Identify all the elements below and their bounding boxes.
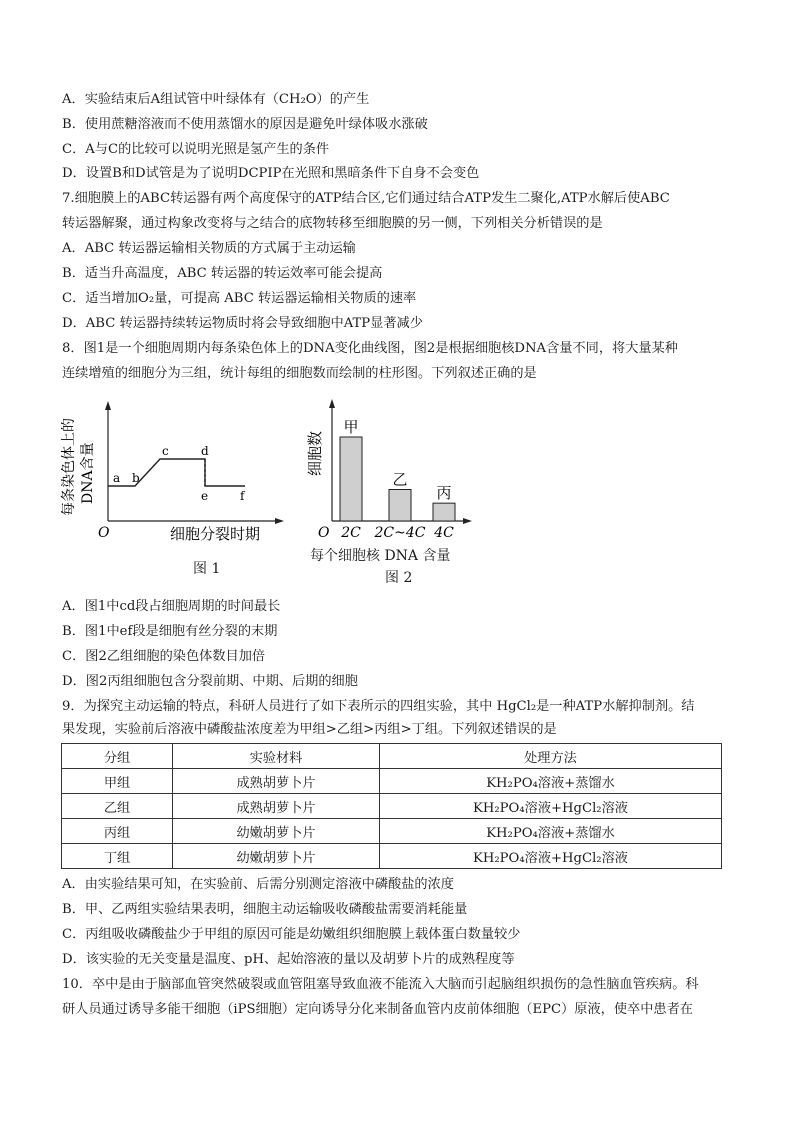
fig2-bar-3 xyxy=(433,503,455,521)
fig2-origin: O xyxy=(318,525,330,541)
fig2-bar-label-1: 甲 xyxy=(343,418,359,436)
fig1-point-d: d xyxy=(201,444,209,458)
table-cell: KH₂PO₄溶液+蒸馏水 xyxy=(380,819,722,844)
table-header-row xyxy=(62,744,722,769)
q7-stem-line-2: 转运器解聚，通过构象改变将与之结合的底物转移至细胞膜的另一侧，下列相关分析错误的是 xyxy=(62,216,603,231)
fig2-bar-2 xyxy=(389,490,411,522)
fig1-point-b: b xyxy=(132,471,140,485)
table-cell: 成熟胡萝卜片 xyxy=(173,769,380,794)
q7-option-b: B．适当升高温度，ABC 转运器的转运效率可能会提高 xyxy=(62,266,383,281)
fig1-y-arrow xyxy=(105,401,111,410)
figure-2-chart xyxy=(296,396,496,546)
figure-1-caption: 图 1 xyxy=(193,561,221,577)
table-cell: KH₂PO₄溶液+蒸馏水 xyxy=(380,769,722,794)
q6-option-a: A．实验结束后A组试管中叶绿体有（CH₂O）的产生 xyxy=(62,92,370,107)
figure-2-xlabel: 每个细胞核 DNA 含量 xyxy=(310,548,451,564)
table-cell: KH₂PO₄溶液+HgCl₂溶液 xyxy=(380,794,722,819)
q8-option-d: D．图2丙组细胞包含分裂前期、中期、后期的细胞 xyxy=(62,674,358,689)
figure-2-caption: 图 2 xyxy=(385,570,413,586)
table-row xyxy=(62,794,722,819)
q9-experiment-table xyxy=(61,743,722,869)
table-header-group: 分组 xyxy=(62,744,173,769)
q10-stem-line-2: 研人员通过诱导多能干细胞（iPS细胞）定向诱导分化来制备血管内皮前体细胞（EPC）原液，使卒中患者在 xyxy=(62,1002,693,1017)
table-cell: 幼嫩胡萝卜片 xyxy=(173,844,380,869)
q9-option-a: A．由实验结果可知，在实验前、后需分别测定溶液中磷酸盐的浓度 xyxy=(62,877,454,892)
table-cell: 丙组 xyxy=(62,819,173,844)
q7-option-c: C．适当增加O₂量，可提高 ABC 转运器运输相关物质的速率 xyxy=(62,291,417,306)
q9-option-c: C．丙组吸收磷酸盐少于甲组的原因可能是幼嫩组织细胞膜上载体蛋白数量较少 xyxy=(62,927,521,942)
fig1-point-f: f xyxy=(240,489,245,503)
fig2-bar-1 xyxy=(340,437,362,521)
fig2-bar-label-3: 丙 xyxy=(436,484,452,503)
q8-stem-line-2: 连续增殖的细胞分为三组，统计每组的细胞数而绘制的柱形图。下列叙述正确的是 xyxy=(62,366,537,381)
q8-option-c: C．图2乙组细胞的染色体数目加倍 xyxy=(62,649,266,664)
q6-option-d: D．设置B和D试管是为了说明DCPIP在光照和黑暗条件下自身不会变色 xyxy=(62,166,480,181)
q7-option-d: D．ABC 转运器持续转运物质时将会导致细胞中ATP显著减少 xyxy=(62,316,423,331)
fig1-ylabel-1: 每条染色体上的 xyxy=(61,418,77,516)
q6-option-b: B．使用蔗糖溶液而不使用蒸馏水的原因是避免叶绿体吸水涨破 xyxy=(62,117,428,132)
q8-option-a: A．图1中cd段占细胞周期的时间最长 xyxy=(62,599,281,614)
table-row xyxy=(62,844,722,869)
table-cell: 甲组 xyxy=(62,769,173,794)
fig1-x-arrow xyxy=(275,518,284,524)
q9-option-b: B．甲、乙两组实验结果表明，细胞主动运输吸收磷酸盐需要消耗能量 xyxy=(62,902,468,917)
table-cell: 幼嫩胡萝卜片 xyxy=(173,819,380,844)
fig2-ylabel: 细胞数 xyxy=(306,430,324,476)
q6-option-c: C．A与C的比较可以说明光照是氢产生的条件 xyxy=(62,142,330,157)
q9-option-d: D．该实验的无关变量是温度、pH、起始溶液的量以及胡萝卜片的成熟程度等 xyxy=(62,952,515,967)
fig2-tick-label-3: 4C xyxy=(434,525,454,541)
table-cell: KH₂PO₄溶液+HgCl₂溶液 xyxy=(380,844,722,869)
table-cell: 丁组 xyxy=(62,844,173,869)
q9-stem-line-1: 9．为探究主动运输的特点，科研人员进行了如下表所示的四组实验，其中 HgCl₂是一种ATP水解抑制剂。结 xyxy=(62,699,695,714)
figure-1-graph xyxy=(60,396,290,546)
fig1-point-e: e xyxy=(201,489,209,503)
fig1-xlabel: 细胞分裂时期 xyxy=(170,525,261,543)
figure-2 xyxy=(296,396,496,546)
fig1-point-a: a xyxy=(113,471,121,485)
q7-stem-line-1: 7.细胞膜上的ABC转运器有两个高度保守的ATP结合区,它们通过结合ATP发生二聚化,ATP水解后使ABC xyxy=(62,191,670,206)
fig2-x-arrow xyxy=(463,518,472,524)
fig2-tick-label-2: 2C~4C xyxy=(374,525,426,541)
q8-stem-line-1: 8．图1是一个细胞周期内每条染色体上的DNA变化曲线图，图2是根据细胞核DNA含量不同，将大量某种 xyxy=(62,341,678,356)
q10-stem-line-1: 10．卒中是由于脑部血管突然破裂或血管阻塞导致血液不能流入大脑而引起脑组织损伤的急性脑血管疾病。科 xyxy=(62,977,699,992)
q9-stem-line-2: 果发现，实验前后溶液中磷酸盐浓度差为甲组>乙组>丙组>丁组。下列叙述错误的是 xyxy=(62,722,557,737)
q7-option-a: A．ABC 转运器运输相关物质的方式属于主动运输 xyxy=(62,241,356,256)
table-header-treatment: 处理方法 xyxy=(380,744,722,769)
fig1-origin: O xyxy=(98,525,110,541)
fig2-y-arrow xyxy=(329,399,335,408)
q8-option-b: B．图1中ef段是细胞有丝分裂的末期 xyxy=(62,624,278,639)
table-row xyxy=(62,769,722,794)
table-cell: 乙组 xyxy=(62,794,173,819)
table-row xyxy=(62,819,722,844)
fig1-dna-curve xyxy=(108,459,245,486)
table-header-material: 实验材料 xyxy=(173,744,380,769)
fig2-tick-label-1: 2C xyxy=(341,525,361,541)
table-cell: 成熟胡萝卜片 xyxy=(173,794,380,819)
fig2-bar-label-2: 乙 xyxy=(392,470,408,489)
fig1-ylabel-2: DNA含量 xyxy=(80,442,96,504)
figure-1 xyxy=(60,396,290,546)
fig1-point-c: c xyxy=(162,444,169,458)
